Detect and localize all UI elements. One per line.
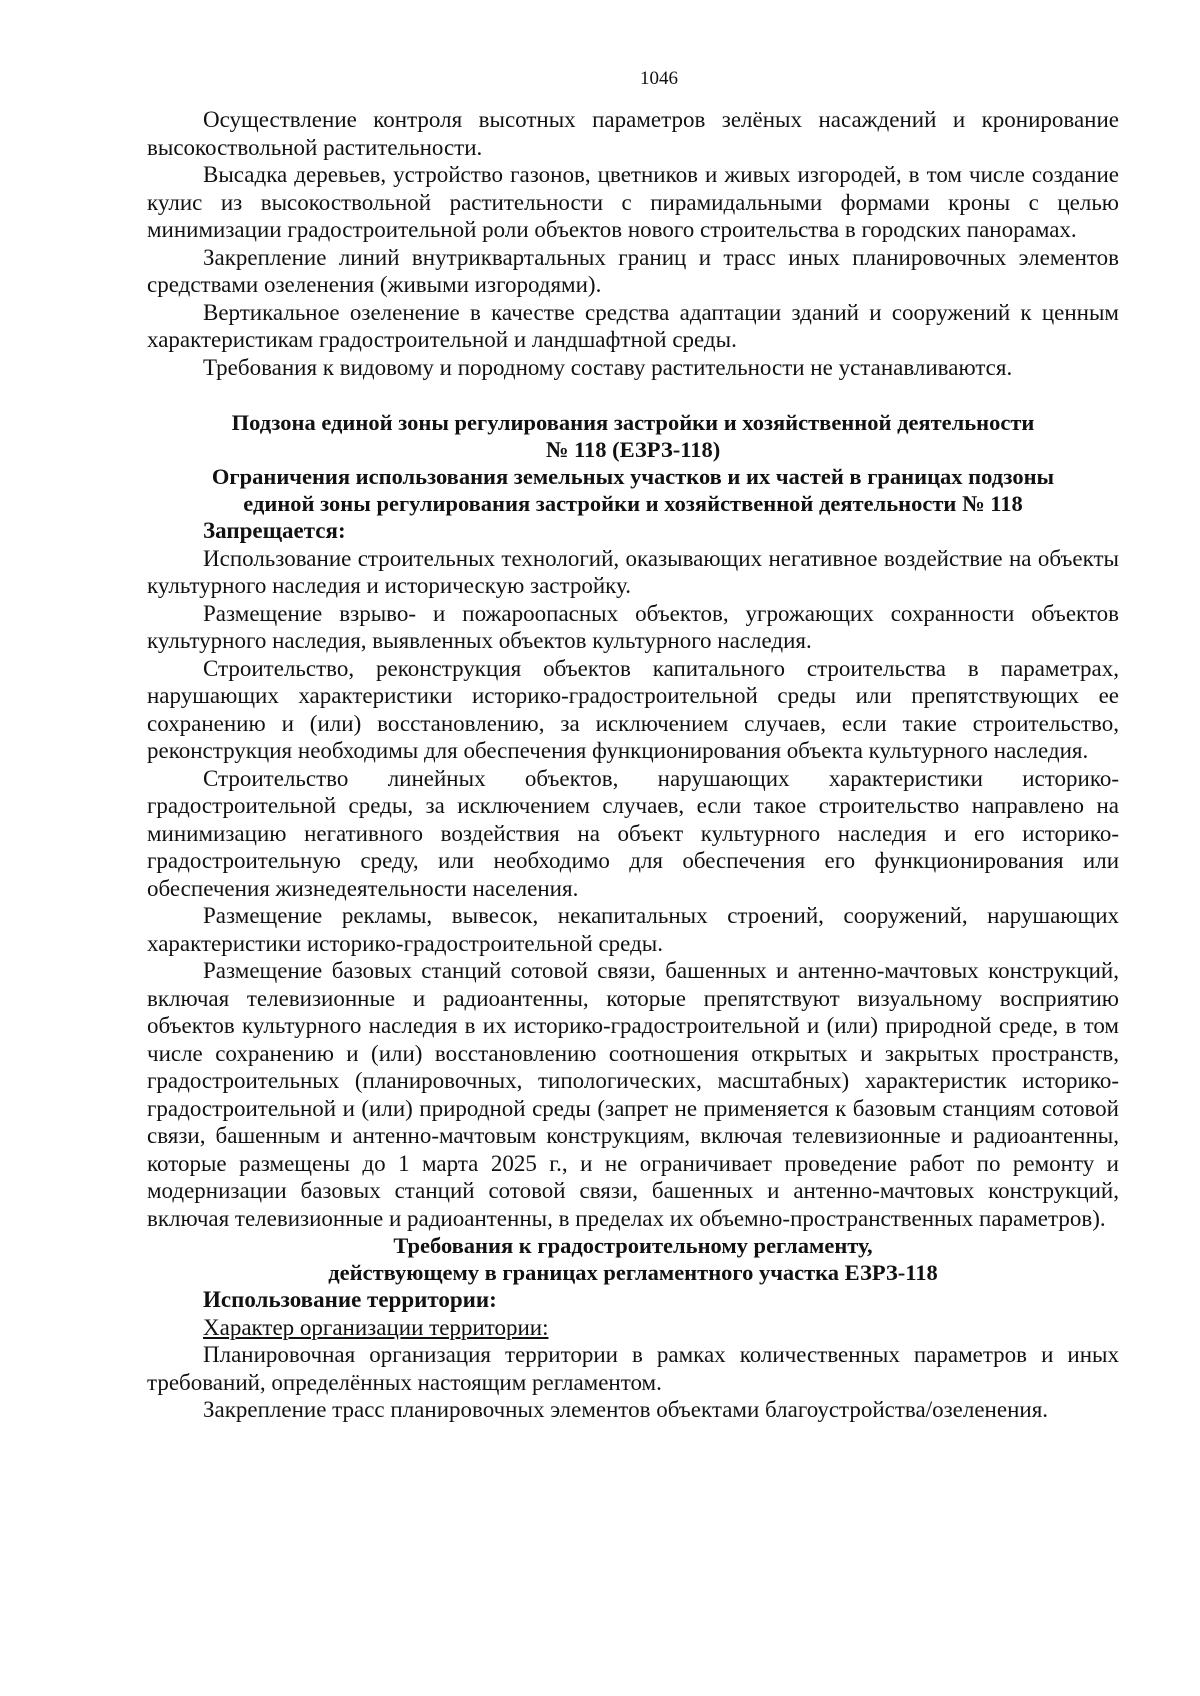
regulation-item: Планировочная организация территории в рамках количественных параметров и иных требований, определённых настоящим регламентом. xyxy=(147,1342,1119,1395)
restrictions-heading-line1: Ограничения использования земельных участков и их частей в границах подзоны xyxy=(211,464,1055,489)
page-number: 1046 xyxy=(640,68,678,89)
prohibited-item: Размещение базовых станций сотовой связи, башенных и антенно-мачтовых конструкций, включая телевизионные и радиоантенны, которые препятствуют визуальному восприятию объектов культурного наследия в их историко-градостроительной и (или) природной среде, в том числе сохранению и (или) восстановлению соотношения открытых и закрытых пространств, градостроительных (планировочных, типологических, масштабных) характеристик историко-градостроительной и (или) природной среды (запрет не применяется к базовым станциям сотовой связи, башенным и антенно-мачтовым конструкциям, включая телевизионные и радиоантенны, которые размещены до 1 марта 2025 г., и не ограничивает проведение работ по ремонту и модернизации базовых станций сотовой связи, башенных и антенно-мачтовых конструкций, включая телевизионные и радиоантенны, в пределах их объемно-пространственных параметров). xyxy=(147,958,1119,1231)
prohibited-item: Использование строительных технологий, оказывающих негативное воздействие на объекты культурного наследия и историческую застройку. xyxy=(147,545,1119,598)
prohibited-item: Размещение рекламы, вывесок, некапитальных строений, сооружений, нарушающих характеристики историко-градостроительной среды. xyxy=(147,903,1119,956)
restrictions-heading-line2: единой зоны регулирования застройки и хозяйственной деятельности № 118 xyxy=(243,491,1023,516)
regulations-title-line2: действующему в границах регламентного участка ЕЗРЗ-118 xyxy=(328,1260,938,1285)
intro-paragraph: Высадка деревьев, устройство газонов, цветников и живых изгородей, в том числе создание кулис из высокоствольной растительности с пирамидальными формами кроны с целью минимизации градостроительной роли объектов нового строительства в городских панорамах. xyxy=(147,162,1119,242)
organization-label: Характер организации территории: xyxy=(203,1314,549,1340)
intro-paragraph: Закрепление линий внутриквартальных границ и трасс иных планировочных элементов средствами озеленения (живыми изгородями). xyxy=(147,244,1119,297)
regulations-title-line1: Требования к градостроительному регламенту, xyxy=(393,1233,873,1258)
subzone-title-line2: № 118 (ЕЗРЗ-118) xyxy=(545,437,721,462)
intro-paragraph: Требования к видовому и породному составу растительности не устанавливаются. xyxy=(203,354,1013,380)
territory-use-label: Использование территории: xyxy=(203,1287,497,1312)
prohibited-item: Строительство линейных объектов, нарушающих характеристики историко-градостроительной среды, за исключением случаев, если такое строительство направлено на минимизацию негативного воздействия на объект культурного наследия и его историко-градостроительную среду, или необходимо для обеспечения его функционирования или обеспечения жизнедеятельности населения. xyxy=(147,765,1119,901)
subzone-title-line1: Подзона единой зоны регулирования застройки и хозяйственной деятельности xyxy=(231,410,1035,435)
prohibited-label: Запрещается: xyxy=(203,518,346,543)
regulation-item: Закрепление трасс планировочных элементов объектами благоустройства/озеленения. xyxy=(203,1397,1049,1422)
intro-paragraph: Вертикальное озеленение в качестве средства адаптации зданий и сооружений к ценным характеристикам градостроительной и ландшафтной среды. xyxy=(147,299,1119,352)
intro-paragraph: Осуществление контроля высотных параметров зелёных насаждений и кронирование высокоствольной растительности. xyxy=(147,107,1119,160)
document-page xyxy=(147,68,1119,1424)
prohibited-item: Размещение взрыво- и пожароопасных объектов, угрожающих сохранности объектов культурного наследия, выявленных объектов культурного наследия. xyxy=(147,600,1119,653)
prohibited-item: Строительство, реконструкция объектов капитального строительства в параметрах, нарушающих характеристики историко-градостроительной среды или препятствующих ее сохранению и (или) восстановлению, за исключением случаев, если такие строительство, реконструкция необходимы для обеспечения функционирования объекта культурного наследия. xyxy=(147,655,1119,763)
